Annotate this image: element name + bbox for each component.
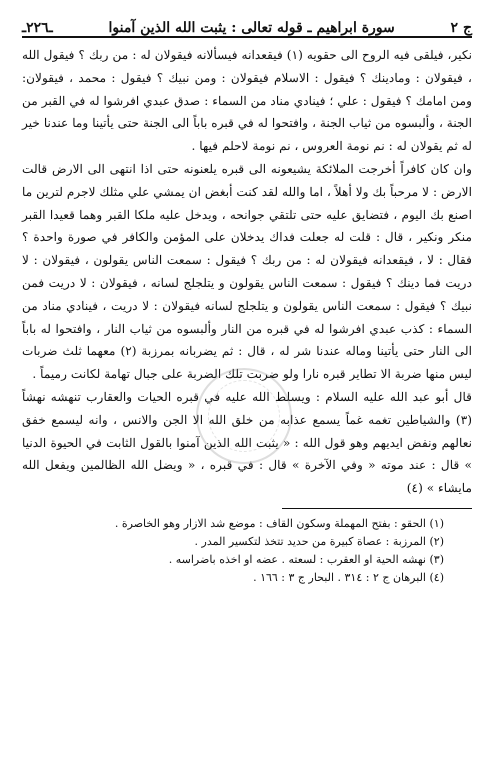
page-number: ـ٢٢٦ـ bbox=[22, 20, 53, 36]
footnote: (١) الحقو : بفتح المهملة وسكون القاف : موضع شد الازار وهو الخاصرة . bbox=[114, 516, 444, 530]
footnote: (٤) البرهان ج ٢ : ٣١٤ . البحار ج ٣ : ١٦٦ . bbox=[253, 570, 444, 584]
library-stamp-watermark bbox=[196, 368, 292, 464]
footnotes bbox=[22, 515, 472, 587]
footnote-divider bbox=[282, 508, 472, 509]
paragraph: نكير، فيلقى فيه الروح الى حقويه (١) فيقعدانه فيسألانه فيقولان له : من ربك ؟ فيقول الله ، فيقولان : ومادينك ؟ فيقول : الاسلام فيقولان : ومن نبيك ؟ فيقول : محمد ، فيقولان: ومن امامك ؟ فيقول : علي ؛ فينادي مناد من السماء : صدق عبدي افرشوا له في القبر من الجنة ، وألبسوه من ثياب الجنة ، وافتحوا له في قبره باباً الى الجنة حتى يأتينا وما عندنا خير له ثم يقولان له : نم نومة العروس ، نم نومة لاحلم فيها . bbox=[22, 48, 473, 154]
running-title: سورة ابراهيم ـ قوله تعالى : يثبت الله الذين آمنوا bbox=[108, 20, 395, 36]
page-header bbox=[22, 8, 472, 38]
paragraph: قال أبو عبد الله عليه السلام : ويسلط الله عليه في قبره الحيات والعقارب تنهشه نهشاً (٣) والشياطين تغمه غماً يسمع عذابه من خلق الله الا الجن والانس ، وانه ليسمع خفق نعالهم ونفض ايديهم وهو قول الله : « يثبت الله الذين آمنوا بالقول الثابت في الحيوة الدنيا » قال : عند موته « وفي الآخرة » قال : في قبره ، « ويضل الله الظالمين ويفعل الله مايشاء » (٤) bbox=[22, 389, 472, 496]
footnote: (٣) نهشه الحية او العقرب : لسعته . عضه او اخذه باضراسه . bbox=[168, 552, 444, 566]
paragraph: وان كان كافراً أخرجت الملائكة يشيعونه الى قبره يلعنونه حتى اذا انتهى الى الارض قالت الارض : لا مرحباً بك ولا أهلاً ، اما والله لقد كنت أبغض ان يمشي علي مثلك لاجرم لترين ما اصنع بك اليوم ، فتضايق عليه حتى تلتقي جوانحه ، ويدخل عليه ملكا القبر وهما قعيدا القبر منكر ونكير ، قال : قلت له جعلت فداك يدخلان على المؤمن والكافر في صورة واحدة ؟ فقال : لا ، فيقعدانه فيقولان له : من ربك ؟ فيقول : سمعت الناس يقولون ، فيقولان : لا دريت فما دينك ؟ فيقول : سمعت الناس يقولون و يتلجلج لسانه ، فيقولان : لا دريت فمن نبيك ؟ فيقول : سمعت الناس يقولون و يتلجلج لسانه فيقولان : لا دريت ، فينادي مناد من السماء : كذب عبدي افرشوا له في قبره من النار وألبسوه من ثياب النار ، وافتحوا له باباً الى النار حتى يأتينا وماله عندنا شر له ، قال : ثم يضربانه بمرزبة (٢) معهما ثلث ضربات ليس منها ضربة الا تطاير قبره نارا ولو ضربت تلك الضربة على جبال تهامة لكانت رميماً . bbox=[22, 161, 472, 382]
footnote: (٢) المرزبة : عصاة كبيرة من حديد تتخذ لتكسير المدر . bbox=[194, 534, 444, 548]
volume-label: ج ٢ bbox=[450, 20, 472, 36]
